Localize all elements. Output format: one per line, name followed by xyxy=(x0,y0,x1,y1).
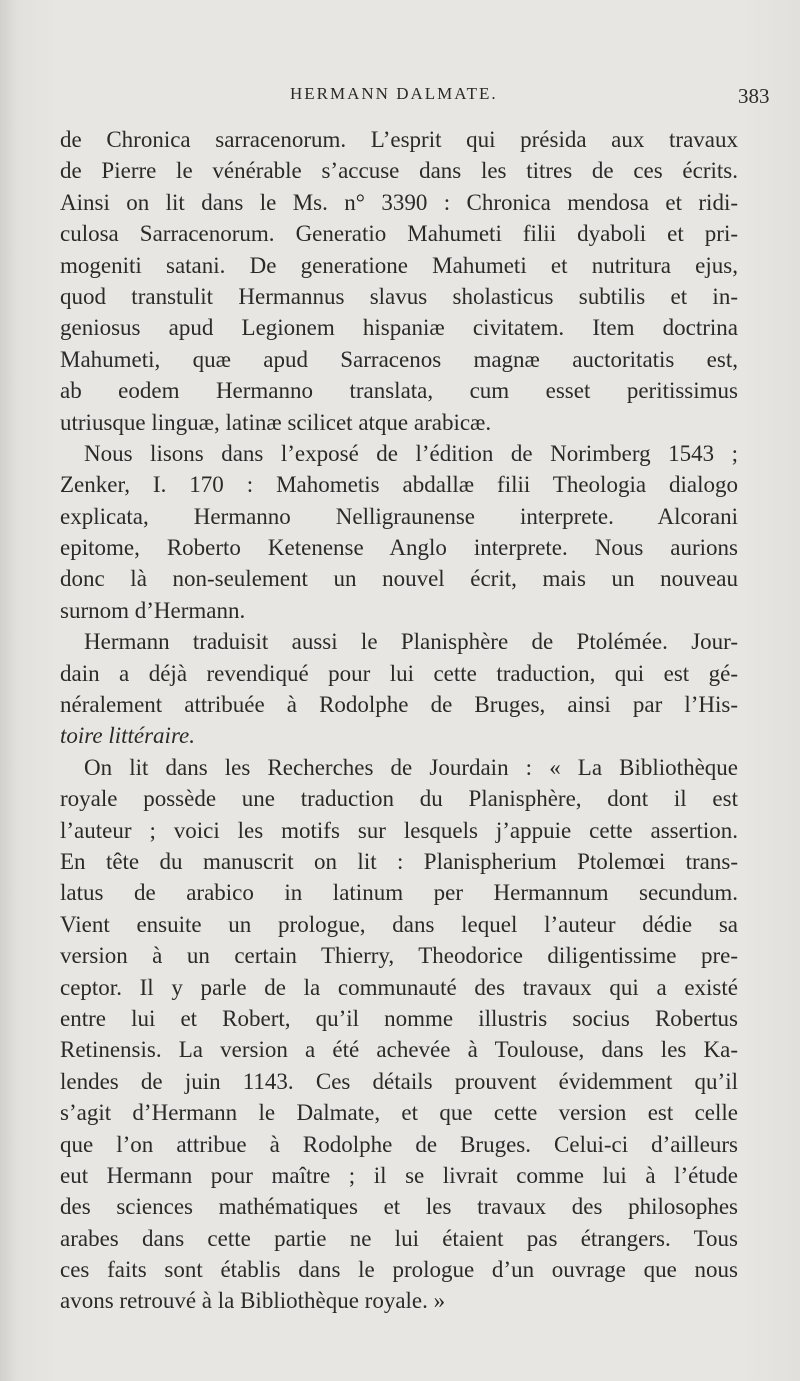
text-line: ces faits sont établis dans le prologue d’un ouvrage que nous xyxy=(60,1257,738,1283)
body-text xyxy=(60,124,738,1317)
text-line: s’agit d’Hermann le Dalmate, et que cette version est celle xyxy=(60,1100,738,1126)
text-line: On lit dans les Recherches de Jourdain : « La Bibliothèque xyxy=(84,754,738,780)
text-line: des sciences mathématiques et les travaux des philosophes xyxy=(60,1194,738,1220)
text-line: entre lui et Robert, qu’il nomme illustris socius Robertus xyxy=(60,1005,738,1031)
text-line: ab eodem Hermanno translata, cum esset peritissimus xyxy=(60,378,738,404)
page-number: 383 xyxy=(738,84,770,108)
page-header xyxy=(0,84,800,114)
text-line: Zenker, I. 170 : Mahometis abdallæ filii Theologia dialogo xyxy=(60,472,738,498)
text-line: que l’on attribue à Rodolphe de Bruges. Celui-ci d’ailleurs xyxy=(60,1131,738,1157)
text-line: geniosus apud Legionem hispaniæ civitatem. Item doctrina xyxy=(60,315,738,341)
text-line: surnom d’Hermann. xyxy=(60,597,246,623)
text-line: Hermann traduisit aussi le Planisphère de Ptolémée. Jour- xyxy=(84,629,738,655)
text-line: mogeniti satani. De generatione Mahumeti et nutritura ejus, xyxy=(60,252,738,278)
text-line: eut Hermann pour maître ; il se livrait comme lui à l’étude xyxy=(60,1162,738,1188)
text-line: quod transtulit Hermannus slavus sholasticus subtilis et in- xyxy=(60,283,738,309)
text-line: de Chronica sarracenorum. L’esprit qui présida aux travaux xyxy=(60,127,738,152)
text-line: Retinensis. La version a été achevée à Toulouse, dans les Ka- xyxy=(60,1037,738,1063)
text-line: version à un certain Thierry, Theodorice diligentissime pre- xyxy=(60,943,738,969)
text-line: arabes dans cette partie ne lui étaient pas étrangers. Tous xyxy=(60,1225,738,1251)
text-line: ceptor. Il y parle de la communauté des travaux qui a existé xyxy=(60,974,738,1000)
text-line: epitome, Roberto Ketenense Anglo interprete. Nous aurions xyxy=(60,535,738,561)
running-head: HERMANN DALMATE. xyxy=(290,84,498,103)
text-line: En tête du manuscrit on lit : Planispherium Ptolemœi trans- xyxy=(60,848,738,874)
text-line: Ainsi on lit dans le Ms. n° 3390 : Chronica mendosa et ridi- xyxy=(60,189,738,215)
text-line: de Pierre le vénérable s’accuse dans les titres de ces écrits. xyxy=(60,158,738,184)
text-line: Nous lisons dans l’exposé de l’édition de Norimberg 1543 ; xyxy=(84,440,738,466)
text-line: Mahumeti, quæ apud Sarracenos magnæ auctoritatis est, xyxy=(60,346,738,372)
text-line: donc là non-seulement un nouvel écrit, mais un nouveau xyxy=(60,566,738,592)
text-line: avons retrouvé à la Bibliothèque royale. » xyxy=(60,1288,446,1314)
text-line: lendes de juin 1143. Ces détails prouvent évidemment qu’il xyxy=(60,1068,738,1094)
text-line: néralement attribuée à Rodolphe de Bruges, ainsi par l’His- xyxy=(60,692,738,718)
text-line: royale possède une traduction du Planisphère, dont il est xyxy=(60,786,738,812)
text-line: explicata, Hermanno Nelligraunense interprete. Alcorani xyxy=(60,503,738,529)
text-line: toire littéraire. xyxy=(60,723,196,749)
text-line: utriusque linguæ, latinæ scilicet atque arabicæ. xyxy=(60,409,492,435)
text-line: dain a déjà revendiqué pour lui cette traduction, qui est gé- xyxy=(60,660,738,686)
text-line: culosa Sarracenorum. Generatio Mahumeti filii dyaboli et pri- xyxy=(60,221,738,247)
text-line: l’auteur ; voici les motifs sur lesquels j’appuie cette assertion. xyxy=(60,817,738,843)
text-line: latus de arabico in latinum per Hermannum secundum. xyxy=(60,880,738,906)
text-line: Vient ensuite un prologue, dans lequel l’auteur dédie sa xyxy=(60,911,738,937)
